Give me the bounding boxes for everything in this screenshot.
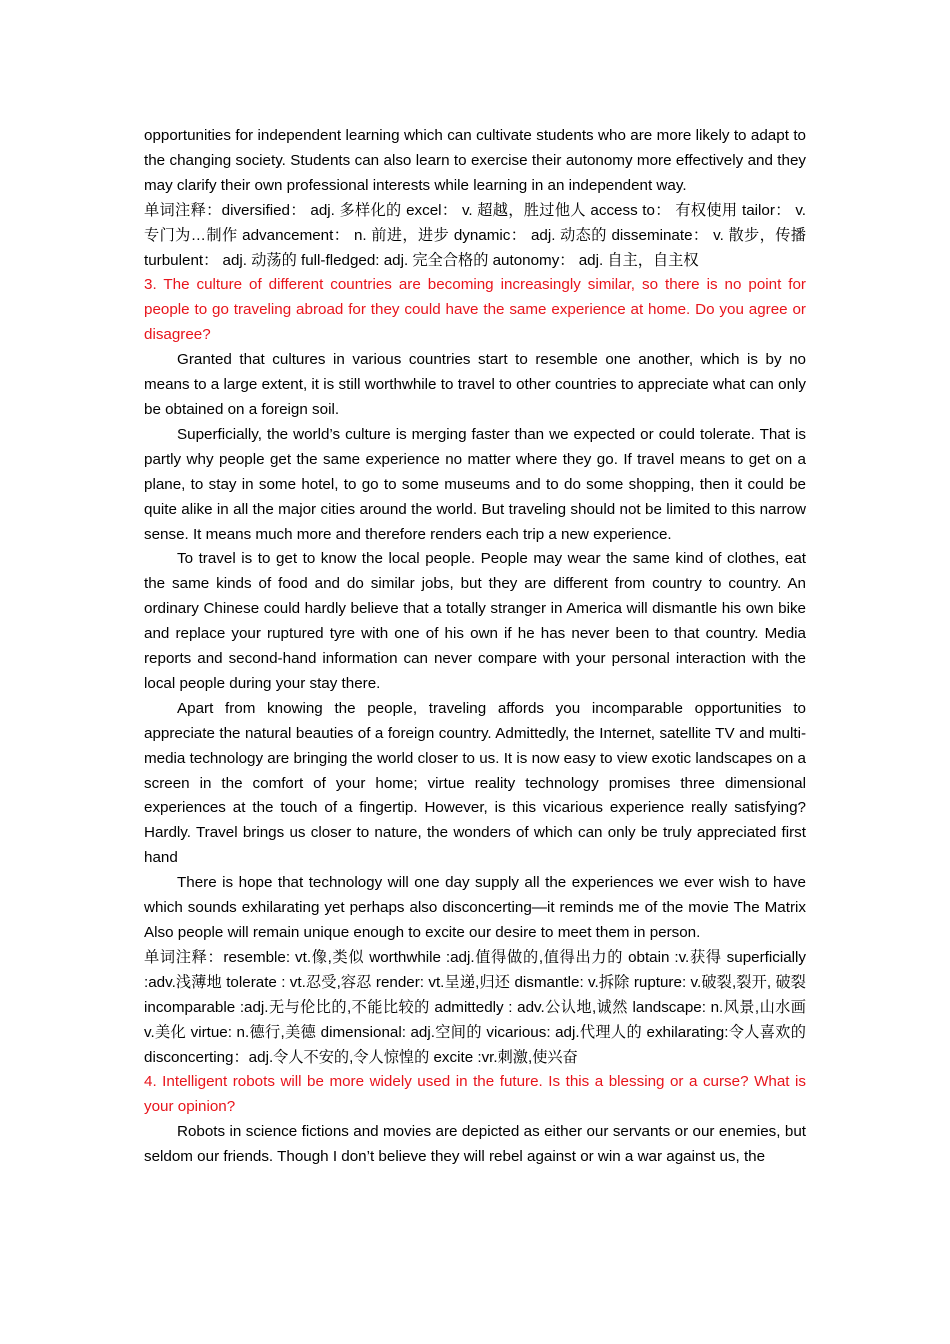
essay-3-paragraph-2: Superficially, the world’s culture is merging faster than we expected or could tolerate. That is partly why people get the same experience no matter where they go. If travel means to get on a plane, to stay in some hotel, to go to some museums and to do some shopping, then it could be quite alike in all the major cities around the world. But traveling should not be limited to this narrow sense. It means much more and therefore renders each trip a new experience. <box>144 425 806 543</box>
essay-4-paragraph-1: Robots in science fictions and movies are depicted as either our servants or our enemies, but seldom our friends. Though I don’t believe they will rebel against or win a war against us, the <box>144 1123 806 1166</box>
document-page <box>144 124 806 1170</box>
essay-3-paragraph-5: There is hope that technology will one day supply all the experiences we ever wish to have which sounds exhilarating yet perhaps also disconcerting—it reminds me of the movie The Matrix Also people will remain unique enough to excite our desire to meet them in person. <box>144 874 806 941</box>
essay-3-paragraph-1: Granted that cultures in various countries start to resemble one another, which is by no means to a large extent, it is still worthwhile to travel to other countries to appreciate what can only be obtained on a foreign soil. <box>144 351 806 418</box>
vocabulary-notes-2: 单词注释：diversified： adj. 多样化的 excel： v. 超越，胜过他人 access to： 有权使用 tailor： v. 专门为…制作 advancement： n. 前进，进步 dynamic： adj. 动态的 disseminate： v. 散步，传播 turbulent： adj. 动荡的 full-fledged: adj. 完全合格的 autonomy： adj. 自主，自主权 <box>144 201 806 269</box>
question-3-heading: 3. The culture of different countries are becoming increasingly similar, so there is no point for people to go traveling abroad for they could have the same experience at home. Do you agree or disagree? <box>144 276 806 344</box>
vocabulary-notes-3: 单词注释：resemble: vt.像,类似 worthwhile :adj.值得做的,值得出力的 obtain :v.获得 superficially :adv.浅薄地 tolerate : vt.忍受,容忍 render: vt.呈递,归还 dismantle: v.拆除 rupture: v.破裂,裂开, 破裂 incomparable :adj.无与伦比的,不能比较的 admittedly : adv.公认地,诚然 landscape: n.风景,山水画 v.美化 virtue: n.德行,美德 dimensional: adj.空间的 vicarious: adj.代理人的 exhilarating:令人喜欢的 disconcerting：adj.令人不安的,令人惊惶的 excite :vr.刺激,使兴奋 <box>144 948 806 1066</box>
paragraph-intro-end: opportunities for independent learning which can cultivate students who are more likely to adapt to the changing society. Students can also learn to exercise their autonomy more effectively and they may clarify their own professional interests while learning in an independent way. <box>144 127 806 194</box>
essay-3-paragraph-4: Apart from knowing the people, traveling affords you incomparable opportunities to appreciate the natural beauties of a foreign country. Admittedly, the Internet, satellite TV and multi-media technology are bringing the world closer to us. It is now easy to view exotic landscapes on a screen in the comfort of your home; virtue reality technology promises three dimensional experiences at the touch of a fingertip. However, is this vicarious experience really satisfying? Hardly. Travel brings us closer to nature, the wonders of which can only be truly appreciated first hand <box>144 699 806 867</box>
question-4-heading: 4. Intelligent robots will be more widely used in the future. Is this a blessing or a curse? What is your opinion? <box>144 1073 806 1116</box>
essay-3-paragraph-3: To travel is to get to know the local people. People may wear the same kind of clothes, eat the same kinds of food and do similar jobs, but they are different from country to country. An ordinary Chinese could hardly believe that a totally stranger in America will dismantle his own bike and replace your ruptured tyre with one of his own if he has never been to that country. Media reports and second-hand information can never compare with your personal interaction with the local people during your stay there. <box>144 550 806 692</box>
